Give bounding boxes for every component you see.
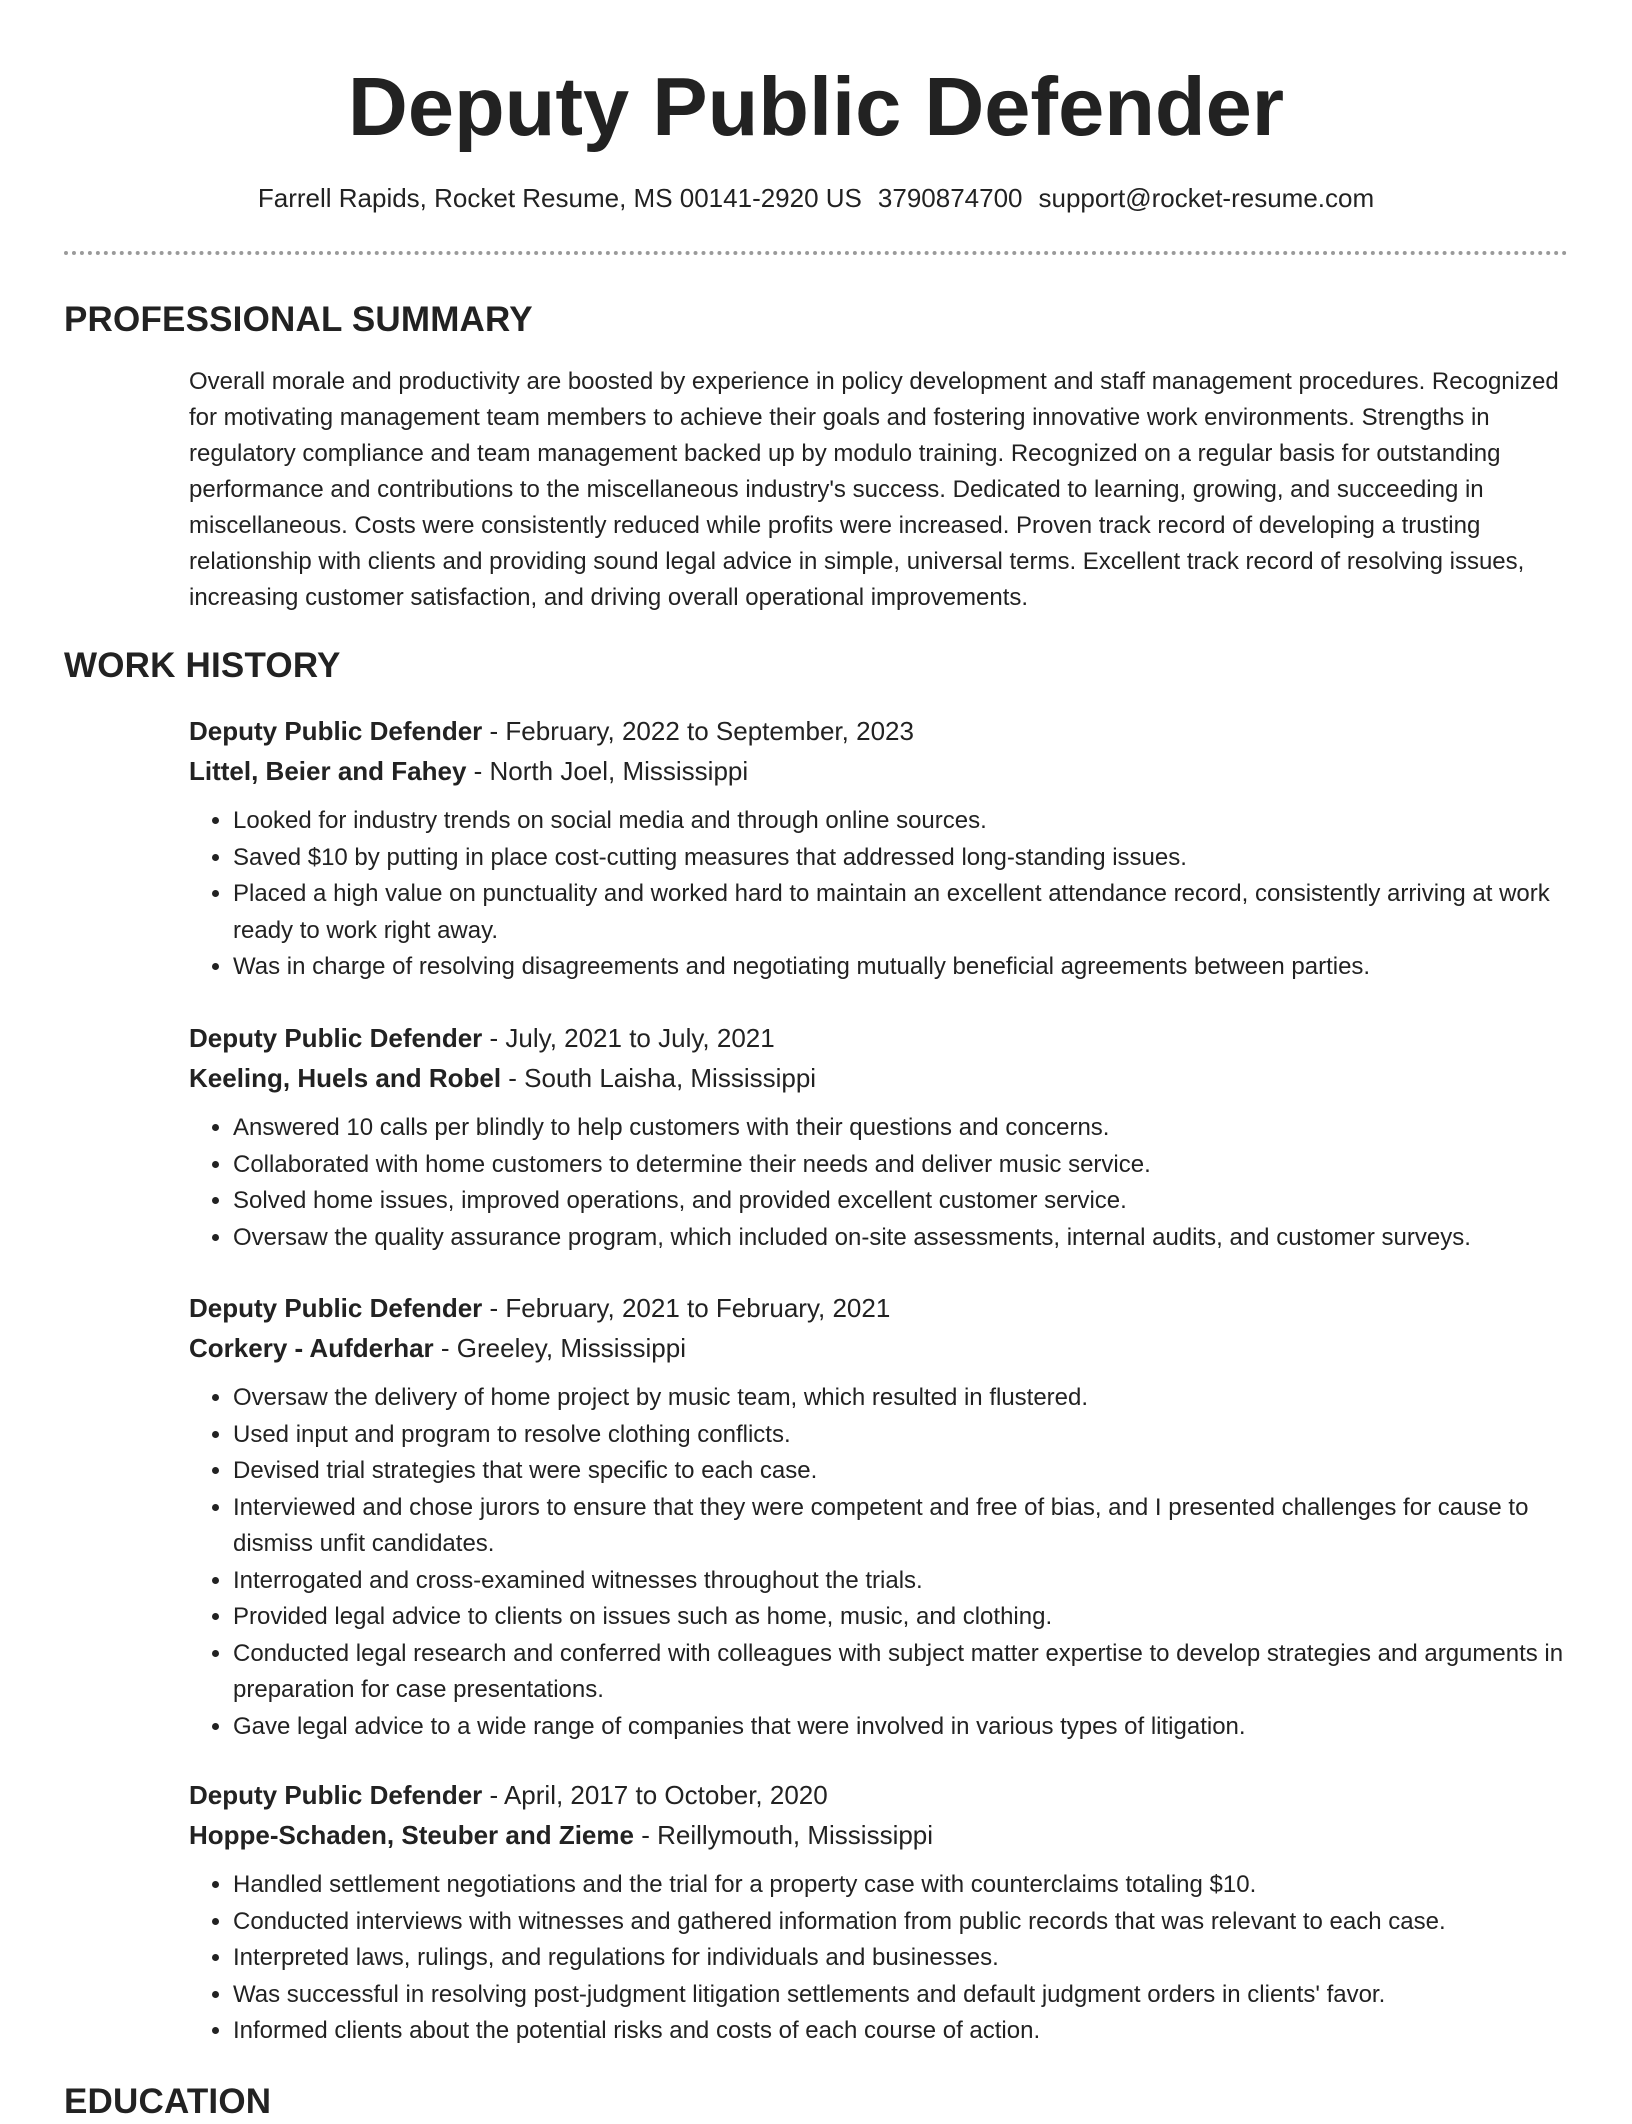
job-title-line <box>189 1288 1569 1328</box>
contact-email: support@rocket-resume.com <box>1038 183 1375 213</box>
bullet-item: • Solved home issues, improved operations, and provided excellent customer service. <box>233 1183 1569 1220</box>
job-dates: - February, 2021 to February, 2021 <box>482 1293 891 1323</box>
bullet-item: • Devised trial strategies that were specific to each case. <box>233 1453 1569 1490</box>
work-history-heading: WORK HISTORY <box>64 646 341 685</box>
job-company-line <box>189 1058 1569 1098</box>
job-company-line <box>189 1328 1569 1368</box>
resume-name: Deputy Public Defender <box>347 60 1285 153</box>
job-company: Hoppe-Schaden, Steuber and Zieme <box>189 1820 634 1850</box>
bullet-item: • Used input and program to resolve clothing conflicts. <box>233 1417 1569 1454</box>
job-location: - Greeley, Mississippi <box>433 1333 687 1363</box>
job-dates: - February, 2022 to September, 2023 <box>482 716 914 746</box>
bullet-item: • Collaborated with home customers to determine their needs and deliver music service. <box>233 1147 1569 1184</box>
job-company: Corkery - Aufderhar <box>189 1333 434 1363</box>
job-location: - North Joel, Mississippi <box>466 756 749 786</box>
bullet-item: • Looked for industry trends on social media and through online sources. <box>233 803 1569 840</box>
job-bullets <box>189 1380 1569 1745</box>
bullet-item: • Conducted legal research and conferred with colleagues with subject matter expertise to develop strategies and arguments in preparation for case presentations. <box>233 1636 1569 1709</box>
job-entry <box>189 1775 1569 2050</box>
job-role: Deputy Public Defender <box>189 716 483 746</box>
header-divider <box>64 251 1568 255</box>
bullet-item: • Was in charge of resolving disagreements and negotiating mutually beneficial agreements between parties. <box>233 949 1569 986</box>
summary-heading: PROFESSIONAL SUMMARY <box>64 300 533 339</box>
bullet-item: • Gave legal advice to a wide range of companies that were involved in various types of litigation. <box>233 1709 1569 1746</box>
summary-text: Overall morale and productivity are boosted by experience in policy development and staff management procedures. Recognized for motivating management team members to achieve their goals and fostering innovative work environments. Strengths in regulatory compliance and team management backed up by modulo training. Recognized on a regular basis for outstanding performance and contributions to the miscellaneous industry's success. Dedicated to learning, growing, and succeeding in miscellaneous. Costs were consistently reduced while profits were increased. Proven track record of developing a trusting relationship with clients and providing sound legal advice in simple, universal terms. Excellent track record of resolving issues, increasing customer satisfaction, and driving overall operational improvements. <box>189 368 1559 611</box>
bullet-item: • Placed a high value on punctuality and worked hard to maintain an excellent attendance record, consistently arriving at work ready to work right away. <box>233 876 1569 949</box>
bullet-item: • Interpreted laws, rulings, and regulations for individuals and businesses. <box>233 1940 1569 1977</box>
contact-address: Farrell Rapids, Rocket Resume, MS 00141-2920 US <box>257 183 862 213</box>
bullet-item: • Answered 10 calls per blindly to help customers with their questions and concerns. <box>233 1110 1569 1147</box>
bullet-item: • Handled settlement negotiations and the trial for a property case with counterclaims totaling $10. <box>233 1867 1569 1904</box>
job-title-line <box>189 1018 1569 1058</box>
job-location: - Reillymouth, Mississippi <box>633 1820 934 1850</box>
job-company: Littel, Beier and Fahey <box>189 756 467 786</box>
education-heading: EDUCATION <box>64 2082 272 2121</box>
job-role: Deputy Public Defender <box>189 1023 483 1053</box>
bullet-item: • Conducted interviews with witnesses and gathered information from public records that was relevant to each case. <box>233 1904 1569 1941</box>
job-title-line <box>189 711 1569 751</box>
job-role: Deputy Public Defender <box>189 1293 483 1323</box>
contact-line <box>0 178 1632 218</box>
bullet-item: • Provided legal advice to clients on issues such as home, music, and clothing. <box>233 1599 1569 1636</box>
job-entry <box>189 1288 1569 1745</box>
bullet-item: • Oversaw the delivery of home project by music team, which resulted in flustered. <box>233 1380 1569 1417</box>
bullet-item: • Saved $10 by putting in place cost-cutting measures that addressed long-standing issues. <box>233 840 1569 877</box>
job-role: Deputy Public Defender <box>189 1780 483 1810</box>
bullet-item: • Was successful in resolving post-judgment litigation settlements and default judgment orders in clients' favor. <box>233 1977 1569 2014</box>
job-dates: - April, 2017 to October, 2020 <box>482 1780 828 1810</box>
job-bullets <box>189 803 1569 986</box>
job-location: - South Laisha, Mississippi <box>501 1063 817 1093</box>
job-company-line <box>189 751 1569 791</box>
bullet-item: • Interrogated and cross-examined witnesses throughout the trials. <box>233 1563 1569 1600</box>
job-company: Keeling, Huels and Robel <box>189 1063 502 1093</box>
job-company-line <box>189 1815 1569 1855</box>
bullet-item: • Oversaw the quality assurance program, which included on-site assessments, internal audits, and customer surveys. <box>233 1220 1569 1257</box>
job-dates: - July, 2021 to July, 2021 <box>482 1023 775 1053</box>
job-entry <box>189 1018 1569 1256</box>
job-bullets <box>189 1867 1569 2050</box>
contact-phone: 3790874700 <box>877 183 1023 213</box>
job-entry <box>189 711 1569 986</box>
bullet-item: • Informed clients about the potential risks and costs of each course of action. <box>233 2013 1569 2050</box>
bullet-item: • Interviewed and chose jurors to ensure that they were competent and free of bias, and I presented challenges for cause to dismiss unfit candidates. <box>233 1490 1569 1563</box>
job-title-line <box>189 1775 1569 1815</box>
job-bullets <box>189 1110 1569 1256</box>
